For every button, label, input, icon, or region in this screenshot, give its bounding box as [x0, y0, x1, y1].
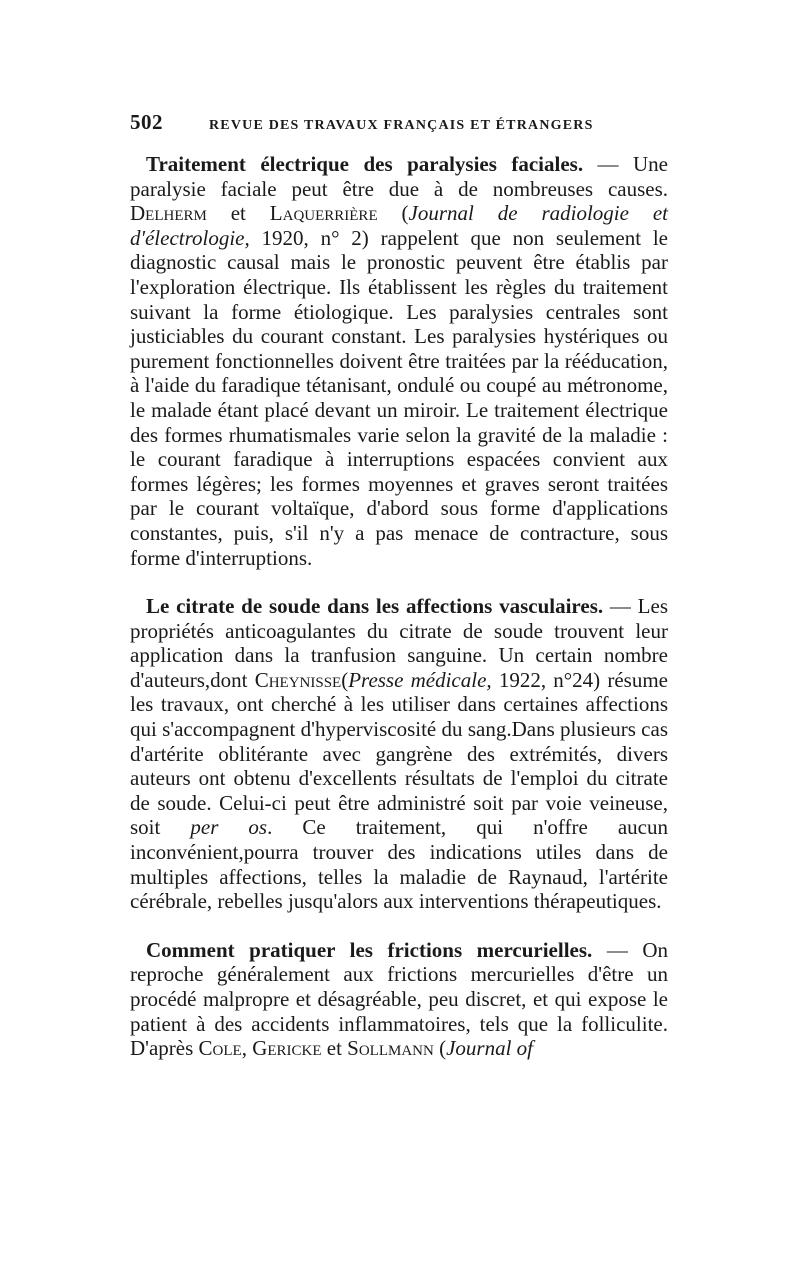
- running-title: REVUE DES TRAVAUX FRANÇAIS ET ÉTRANGERS: [209, 118, 594, 133]
- paragraph-text: ,: [241, 1036, 253, 1061]
- journal-title: Journal de radiologie et d'électrologie,: [130, 201, 668, 250]
- section-heading: Traitement électrique des paralysies faciales.: [146, 152, 584, 176]
- paragraph-text: 1922, n°24) résume les travaux, ont cherché à les utiliser dans certaines affections qui s'accompagnent d'hyperviscosité du sang.Dans plusieurs cas d'artérite oblitérante avec gangrène des extrémités, divers auteurs ont obtenu d'excellents résultats de l'emploi du citrate de soude. Celui-ci peut être administré soit par voie veineuse, soit: [130, 667, 668, 840]
- page-header: [130, 110, 670, 135]
- paragraph-text: et: [206, 201, 270, 226]
- paragraph-text: (: [341, 667, 349, 692]
- paragraph-text: . Ce traitement, qui n'offre aucun inconvénient,pourra trouver des indications utiles dans de multiples affections, telles la maladie de Raynaud, l'artérite cérébrale, rebelles jusqu'alors aux interventions thérapeutiques.: [130, 815, 668, 914]
- paragraph-facial-paralysis: [130, 152, 668, 570]
- author-name: Cheynisse: [254, 667, 342, 692]
- author-name: Sollmann: [347, 1036, 434, 1061]
- paragraph-mercurial-frictions: [130, 938, 668, 1061]
- author-name: Delherm: [130, 201, 207, 226]
- section-heading: Comment pratiquer les frictions mercurielles.: [146, 937, 593, 962]
- author-name: Cole: [198, 1036, 242, 1061]
- author-name: Gericke: [252, 1036, 322, 1061]
- page-number: 502: [130, 110, 163, 134]
- paragraph-text: — Les propriétés anticoagulantes du citrate de soude trouvent leur application dans la tranfusion sanguine. Un certain nombre d'auteurs,dont: [130, 594, 669, 692]
- article-body: [130, 152, 668, 1061]
- paragraph-text: 1920, n° 2) rappelent que non seulement le diagnostic causal mais le pronostic peuvent être établis par l'exploration électrique. Ils établissent les règles du traitement suivant la forme étiologique. Les paralysies centrales sont justiciables du courant constant. Les paralysies hystériques ou purement fonctionnelles doivent être traitées par la rééducation, à l'aide du faradique tétanisant, ondulé ou coupé au métronome, le malade étant placé devant un miroir. Le traitement électrique des formes rhumatismales varie selon la gravité de la maladie : le courant faradique à interruptions espacées convient aux formes légères; les formes moyennes et graves seront traitées par le courant voltaïque, d'abord sous forme d'applications constantes, puis, s'il n'y a pas menace de contracture, sous forme d'interruptions.: [130, 225, 668, 570]
- paragraph-text: (: [377, 201, 409, 226]
- author-name: Laquerrière: [269, 201, 378, 226]
- paragraph-text: (: [433, 1036, 447, 1061]
- journal-title: Presse médicale,: [348, 667, 492, 692]
- journal-title: Journal of: [446, 1036, 534, 1061]
- paragraph-text: et: [321, 1036, 348, 1061]
- paragraph-sodium-citrate: [130, 594, 668, 914]
- section-heading: Le citrate de soude dans les affections vasculaires.: [146, 594, 604, 619]
- paragraph-text: — On reproche généralement aux frictions mercurielles d'être un procédé malpropre et désagréable, peu discret, et qui expose le patient à des accidents inflammatoires, tels que la folliculite. D'après: [130, 937, 668, 1061]
- latin-term: per os: [190, 815, 268, 840]
- paragraph-text: — Une paralysie faciale peut être due à de nombreuses causes.: [130, 152, 668, 201]
